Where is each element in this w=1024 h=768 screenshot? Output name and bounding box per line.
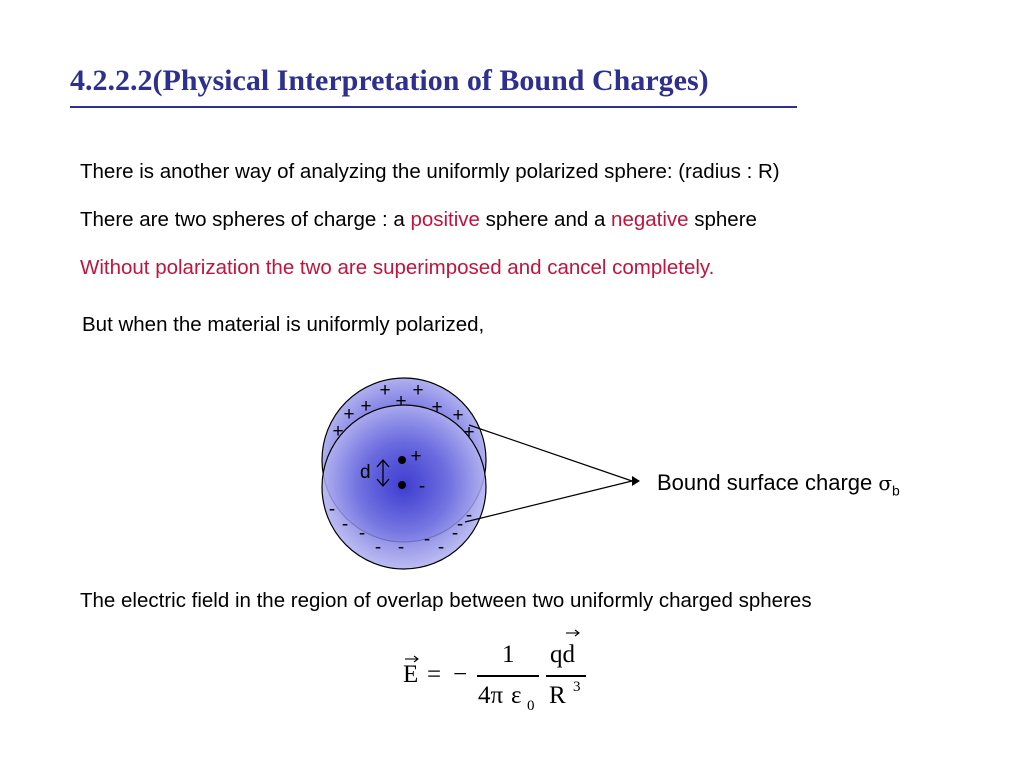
text-line-5: The electric field in the region of overlap between two uniformly charged spheres — [80, 589, 812, 612]
fraction-bar-2 — [546, 675, 586, 677]
minus-sign: - — [418, 476, 426, 497]
minus-sign: - — [341, 514, 349, 535]
text-line-2-c: sphere — [688, 208, 757, 231]
minus-sign: - — [423, 529, 431, 550]
text-line-3: Without polarization the two are superimposed and cancel completely. — [80, 256, 715, 279]
sigma-subscript: b — [892, 482, 900, 499]
minus-sign: - — [456, 514, 464, 535]
eq-num1: 1 — [502, 641, 515, 668]
minus-sign: - — [374, 537, 382, 558]
page-title: 4.2.2.2(Physical Interpretation of Bound Charges) — [70, 64, 709, 97]
positive-word: positive — [410, 208, 480, 231]
positive-center-dot — [398, 456, 406, 464]
bound-surface-charge-label — [657, 470, 900, 498]
plus-sign: + — [360, 396, 372, 417]
plus-sign: + — [410, 446, 422, 467]
minus-sign: - — [465, 505, 473, 526]
eq-den2: R — [549, 682, 566, 709]
text-line-1: There is another way of analyzing the uniformly polarized sphere: (radius : R) — [80, 160, 780, 183]
text-line-2-b: sphere and a — [479, 208, 612, 231]
plus-sign: + — [332, 421, 344, 442]
minus-sign: - — [451, 523, 459, 544]
bound-label-text: Bound surface charge — [657, 470, 879, 495]
minus-sign: - — [437, 537, 445, 558]
eq-den2-sup: 3 — [573, 679, 581, 695]
eq-num2: qd — [550, 641, 575, 668]
eq-epsilon-sub: 0 — [527, 698, 535, 714]
eq-equals: = — [427, 661, 442, 688]
minus-sign: - — [358, 523, 366, 544]
plus-sign: + — [431, 397, 443, 418]
eq-epsilon: ε — [511, 682, 522, 709]
negative-center-dot — [398, 481, 406, 489]
vector-arrow-icon — [404, 654, 420, 664]
pointer-arrowhead-icon — [632, 476, 640, 486]
separation-label: d — [360, 462, 371, 483]
plus-sign: + — [343, 404, 355, 425]
fraction-bar-1 — [477, 675, 539, 677]
eq-lhs: E — [403, 661, 419, 688]
negative-word: negative — [611, 208, 689, 231]
minus-sign: - — [397, 537, 405, 558]
plus-sign: + — [412, 380, 424, 401]
plus-sign: + — [452, 405, 464, 426]
plus-sign: + — [395, 391, 407, 412]
sigma-symbol: σ — [878, 471, 893, 495]
vector-arrow-icon — [565, 628, 581, 638]
text-line-2-a: There are two spheres of charge : a — [80, 208, 411, 231]
bound-charge-pointer-lines — [465, 425, 632, 522]
plus-sign: + — [379, 380, 391, 401]
text-line-4: But when the material is uniformly polarized, — [82, 313, 485, 336]
plus-sign: + — [463, 422, 475, 443]
minus-sign: - — [328, 499, 336, 520]
eq-minus: − — [453, 661, 468, 688]
eq-den1: 4π — [478, 682, 504, 709]
